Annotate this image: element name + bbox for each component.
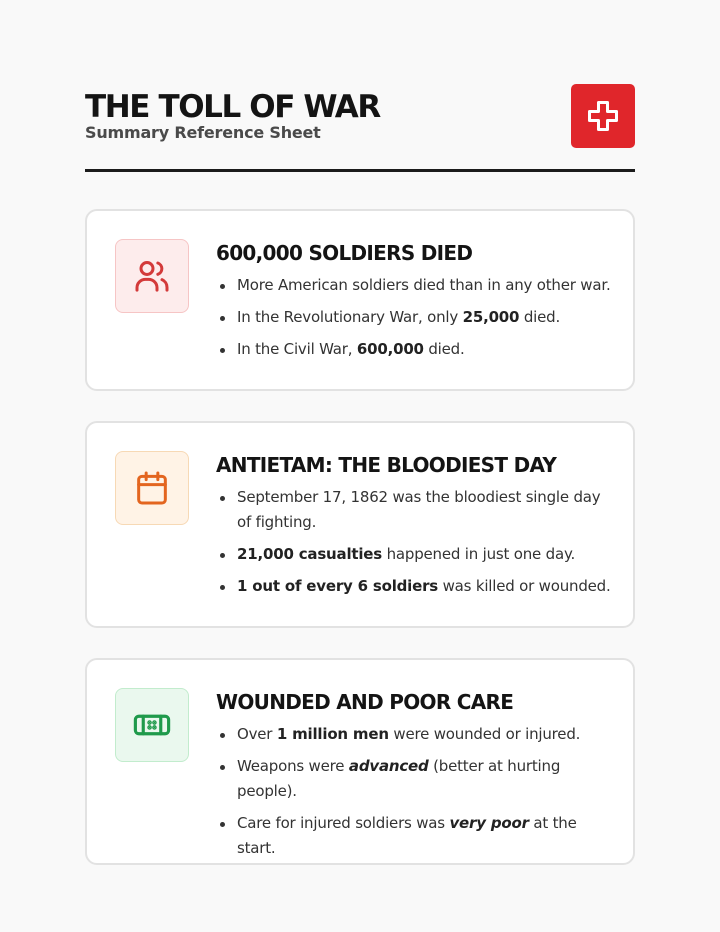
emphasis-text: 25,000: [462, 308, 520, 326]
bullet-text: were wounded or injured.: [388, 725, 581, 743]
bullet-text: Weapons were: [237, 757, 349, 775]
card-soldiers-died: [85, 209, 635, 391]
emphasis-text: 1 out of every 6 soldiers: [237, 577, 439, 595]
bullet-text: In the Revolutionary War, only: [237, 308, 463, 326]
list-item: [216, 574, 616, 599]
bullet-text: at the start.: [237, 814, 577, 857]
bullet-list: [216, 485, 616, 606]
users-icon: [115, 239, 189, 313]
list-item: [216, 722, 616, 747]
card-wounded: [85, 658, 635, 865]
card-heading: ANTIETAM: THE BLOODIEST DAY: [216, 453, 557, 477]
emphasis-text: 1 million men: [276, 725, 389, 743]
list-item: [216, 542, 616, 567]
medical-cross-icon: [571, 84, 635, 148]
emphasis-text: very poor: [449, 814, 529, 832]
bandage-icon: [115, 688, 189, 762]
page-subtitle: Summary Reference Sheet: [85, 123, 321, 142]
bullet-text: happened in just one day.: [382, 545, 576, 563]
card-heading: 600,000 SOLDIERS DIED: [216, 241, 473, 265]
bullet-text: September 17, 1862 was the bloodiest single day of fighting.: [237, 488, 601, 531]
emphasis-text: 21,000 casualties: [237, 545, 383, 563]
bullet-text: died.: [423, 340, 465, 358]
list-item: [216, 811, 616, 861]
page-title: THE TOLL OF WAR: [85, 89, 380, 125]
bullet-list: [216, 722, 616, 868]
list-item: [216, 337, 616, 362]
emphasis-text: 600,000: [356, 340, 424, 358]
header: [85, 84, 635, 150]
calendar-icon: [115, 451, 189, 525]
bullet-list: [216, 273, 616, 369]
bullet-text: Over: [237, 725, 277, 743]
card-heading: WOUNDED AND POOR CARE: [216, 690, 514, 714]
bullet-text: was killed or wounded.: [438, 577, 611, 595]
bullet-text: In the Civil War,: [237, 340, 357, 358]
emphasis-text: advanced: [348, 757, 429, 775]
list-item: [216, 273, 616, 298]
card-antietam: [85, 421, 635, 628]
header-divider: [85, 169, 635, 172]
list-item: [216, 485, 616, 535]
list-item: [216, 305, 616, 330]
bullet-text: died.: [519, 308, 561, 326]
bullet-text: More American soldiers died than in any other war.: [237, 276, 611, 294]
list-item: [216, 754, 616, 804]
bullet-text: (better at hurting people).: [237, 757, 561, 800]
bullet-text: Care for injured soldiers was: [237, 814, 450, 832]
